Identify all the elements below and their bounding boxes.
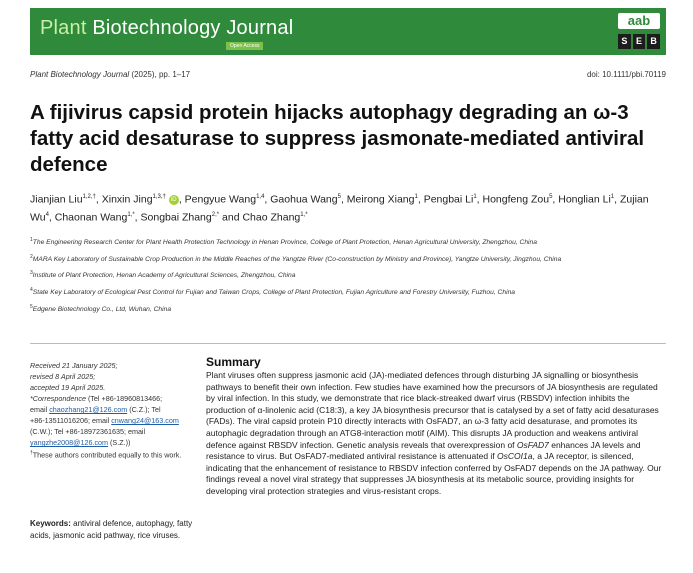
affiliation-text: MARA Key Laboratory of Sustainable Crop Production in the Middle Reaches of the Yangtze River (Co-construction by Ministry and Province), Yangtze University, Jingzhou, China: [32, 255, 562, 263]
journal-banner: [30, 8, 666, 55]
publisher-logo: [618, 13, 660, 50]
seb-letter-e: E: [633, 34, 646, 49]
author-name: Meirong Xiang: [346, 193, 415, 206]
revised-date: revised 8 April 2025;: [30, 372, 96, 381]
affiliation-number: 2: [30, 253, 33, 260]
email-link[interactable]: cnwang24@163.com: [111, 416, 179, 425]
author-affiliation-marker: 1,2,†: [82, 194, 96, 200]
summary-text: Plant viruses often suppress jasmonic acid (JA)-mediated defences through disturbing JA signalling or biosynthesis pathways to benefit their own infection. Few studies have examined how the precursors of JA biosynthesis are regulated by viral infection. In this study, we demonstrate that rice black-streaked dwarf virus (RBSDV) infection inhibits the production of α-linolenic acid (C18:3), a key JA biosynthesis precursor that is catalysed by a set of fatty acid desaturases (FADs). The viral capsid protein P10 directly interacts with OsFAD7, an ω-3 fatty acid desaturase, and promotes its autophagic degradation through an ATG8-interaction motif (AIM). This disrupts JA production and weakens antiviral defence against RBSDV infection. Genetic analysis reveals that overexpression of OsFAD7 enhances JA levels and resistance to virus. But OsFAD7-mediated antiviral resistance is attenuated if OsCOI1a, a JA receptor, is silenced, indicating that the enhancement of resistance to RBSDV infection conferred by OsFAD7 depends on the JA pathway. Our findings reveal a novel viral strategy that suppresses JA biosynthesis at its metabolic source, providing insights for developing viral protection strategies and virus-resistant crops.: [206, 370, 662, 496]
seb-letter-b: B: [647, 34, 660, 49]
gene-name: OsCOI1a: [497, 451, 533, 462]
journal-name-rest: Biotechnology Journal: [92, 17, 294, 39]
citation: [30, 70, 190, 79]
keywords-text: antiviral defence, autophagy, fatty acids, jasmonic acid pathway, rice viruses.: [30, 519, 193, 540]
affiliation-text: Institute of Plant Protection, Henan Academy of Agricultural Sciences, Zhengzhou, China: [32, 272, 296, 280]
affiliation-text: State Key Laboratory of Ecological Pest Control for Fujian and Taiwan Crops, College of Plant Protection, Fujian Agriculture and Forestry University, Fuzhou, China: [32, 289, 516, 297]
received-info: [30, 360, 195, 460]
email-link[interactable]: chaozhang21@126.com: [49, 405, 128, 414]
author-list: Jianjian Liu$^{1,2,\dagger}$, Xinxin Jing$^{1,3,\dagger}$ iD , Pengyue Wang$^{1,4}$, Gaohua Wang$^5$, Meirong Xiang$^1$, Pengbai Li$^1$, Hongfeng Zou$^5$, Honglian Li$^1$, Zujian Wu$^4$, Chaonan Wang$^{1,*}$, Songbai Zhang$^{2,*}$ and Chao Zhang$^{1,*}$: [30, 193, 649, 223]
affiliation-item: [30, 253, 670, 265]
author-name: Gaohua Wang: [270, 193, 338, 206]
seb-letter-s: S: [618, 34, 631, 49]
author-affiliation-marker: 5: [337, 194, 341, 200]
orcid-icon[interactable]: iD: [169, 195, 179, 205]
author-affiliation-marker: 5: [549, 194, 553, 200]
affiliation-item: [30, 236, 670, 248]
affiliation-number: 5: [30, 303, 33, 310]
author-name: Chaonan Wang: [54, 211, 128, 223]
affiliations: [30, 236, 670, 320]
author-name: Honglian Li: [558, 193, 611, 206]
gene-name: OsFAD7: [516, 439, 549, 450]
author-name: Pengyue Wang: [184, 193, 257, 206]
author-affiliation-marker: 1: [414, 194, 418, 200]
author-name: Zujian Wu: [30, 193, 649, 223]
author-affiliation-marker: 1,4: [256, 194, 265, 200]
dagger-mark: †: [30, 450, 33, 456]
correspondence: *Correspondence (Tel +86-18960813466; email chaozhang21@126.com (C.Z.); Tel +86-13511016206; email cnwang24@163.com (C.W.); Tel +86-18972361635; email yangzhe2008@126.com (S.Z.)): [30, 394, 179, 447]
author-affiliation-marker: 1: [473, 194, 477, 200]
journal-name-plant: Plant: [40, 17, 93, 39]
correspondence-label: *Correspondence: [30, 394, 86, 403]
accepted-date: accepted 19 April 2025.: [30, 383, 106, 392]
doi[interactable]: doi: 10.1111/pbi.70119: [586, 70, 666, 79]
seb-logo: [618, 34, 660, 49]
citation-journal: Plant Biotechnology Journal: [30, 70, 130, 79]
author-name: Pengbai Li: [423, 193, 474, 206]
open-access-badge: Open Access: [226, 42, 263, 50]
author-name: Chao Zhang: [242, 211, 301, 223]
affiliation-number: 3: [30, 270, 33, 277]
article-title: A fijivirus capsid protein hijacks autophagy degrading an ω-3 fatty acid desaturase to suppress jasmonate-mediated antiviral defence: [30, 101, 645, 176]
affiliation-text: Edgene Biotechnology Co., Ltd, Wuhan, China: [32, 306, 172, 314]
affiliation-item: [30, 286, 670, 298]
aab-logo: aab: [618, 13, 660, 29]
author-affiliation-marker: 1,*: [127, 211, 135, 218]
author-name: Xinxin Jing: [101, 193, 153, 206]
affiliation-text: The Engineering Research Center for Plant Health Protection Technology in Henan Province, College of Plant Protection, Henan Agricultural University, Zhengzhou, China: [32, 239, 537, 247]
journal-name: [40, 17, 293, 40]
keywords: [30, 518, 195, 541]
author-name: Jianjian Liu: [30, 193, 83, 206]
author-affiliation-marker: 1,*: [300, 211, 308, 218]
author-name: Hongfeng Zou: [482, 193, 550, 206]
author-name: Songbai Zhang: [140, 211, 212, 223]
author-affiliation-marker: 4: [45, 211, 49, 218]
affiliation-number: 1: [30, 237, 33, 243]
affiliation-number: 4: [30, 287, 33, 294]
author-affiliation-marker: 1: [610, 194, 615, 200]
author-affiliation-marker: 1,3,†: [152, 194, 166, 200]
footnote: †These authors contributed equally to this work.: [30, 450, 182, 460]
divider: [30, 343, 666, 344]
received-date: Received 21 January 2025;: [30, 361, 118, 370]
summary-heading: Summary: [206, 355, 261, 369]
affiliation-item: [30, 269, 670, 281]
affiliation-item: [30, 303, 670, 315]
keywords-label: Keywords:: [30, 519, 71, 528]
email-link[interactable]: yangzhe2008@126.com: [30, 438, 109, 447]
author-affiliation-marker: 2,*: [211, 211, 220, 218]
citation-details: (2025), pp. 1–17: [129, 70, 191, 79]
